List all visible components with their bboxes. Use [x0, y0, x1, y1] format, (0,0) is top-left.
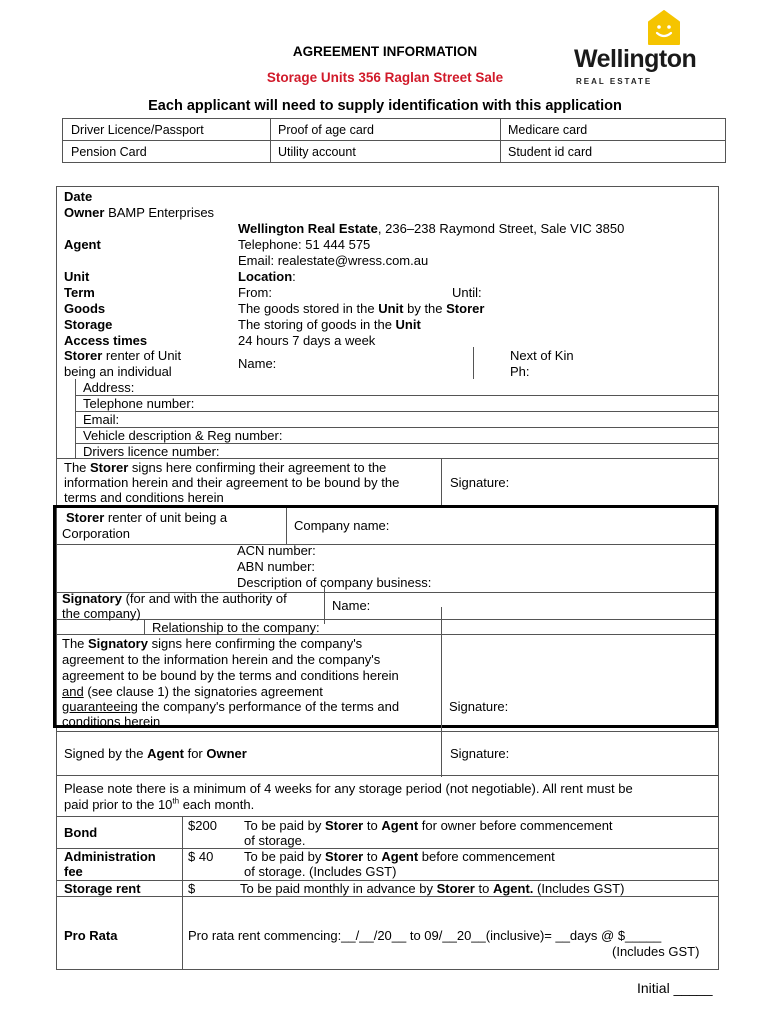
- bond-desc: to: [363, 818, 382, 833]
- agent-name: Wellington Real Estate: [238, 221, 378, 236]
- agent-signature-label: Signature:: [450, 746, 510, 761]
- id-cell: Pension Card: [71, 145, 147, 159]
- corporation-section: [53, 505, 718, 728]
- notice-text: paid prior to the 10: [64, 797, 173, 812]
- sig-signs-text: agreement to the information herein and the company's: [62, 652, 381, 667]
- rent-agent: Agent.: [492, 881, 534, 896]
- sig-signs-text: the company's performance of the terms and: [137, 699, 400, 714]
- sig-signs-text: The: [62, 636, 89, 651]
- storer-signs-text: information herein and their agreement to be bound by the: [64, 475, 400, 490]
- signatory-signature-label: Signature:: [449, 699, 509, 714]
- kin-phone-label: Ph:: [510, 364, 530, 379]
- sig-signs-text: conditions herein: [62, 714, 161, 729]
- admin-label: Administration: [64, 849, 156, 864]
- id-cell: Driver Licence/Passport: [71, 123, 204, 137]
- goods-unit: Unit: [378, 301, 404, 316]
- corp-storer-text: Corporation: [62, 526, 130, 541]
- bond-amount: $200: [188, 818, 217, 833]
- signed-by-owner: Owner: [206, 746, 247, 761]
- storer-signs-text: The: [64, 460, 91, 475]
- owner-value: BAMP Enterprises: [108, 205, 215, 220]
- id-cell: Student id card: [508, 145, 593, 159]
- signatory-text: (for and with the authority of: [121, 591, 287, 606]
- agent-label: Agent: [64, 237, 101, 252]
- initial-field[interactable]: Initial _____: [637, 980, 713, 996]
- admin-desc: to: [363, 849, 382, 864]
- agent-address: , 236–238 Raymond Street, Sale VIC 3850: [377, 221, 625, 236]
- bond-storer: Storer: [324, 818, 364, 833]
- relationship-label: Relationship to the company:: [152, 620, 320, 635]
- rent-storer: Storer: [436, 881, 475, 896]
- admin-desc: before commencement: [418, 849, 555, 864]
- bond-label: Bond: [64, 825, 98, 840]
- bond-agent: Agent: [381, 818, 419, 833]
- company-name-label: Company name:: [294, 518, 390, 533]
- unit-label: Unit: [64, 269, 90, 284]
- logo-wordmark: Wellington: [574, 45, 697, 73]
- sig-signs-underlined: and: [62, 684, 84, 699]
- corp-storer-bold: Storer: [66, 510, 105, 525]
- signed-by-agent: Agent: [147, 746, 184, 761]
- access-label: Access times: [64, 333, 148, 348]
- admin-storer: Storer: [324, 849, 364, 864]
- owner-label: Owner: [64, 205, 105, 220]
- sig-signs-underlined: guaranteeing: [62, 699, 138, 714]
- storer-individual-text: being an individual: [64, 364, 172, 379]
- until-label: Until:: [452, 285, 482, 300]
- id-heading: Each applicant will need to supply identification with this application: [148, 98, 622, 114]
- signatory-text: the company): [62, 606, 141, 621]
- notice-text: each month.: [179, 797, 255, 812]
- admin-agent: Agent: [381, 849, 419, 864]
- storage-unit: Unit: [395, 317, 421, 332]
- corp-storer-text: renter of unit being a: [104, 510, 228, 525]
- wellington-logo: [572, 10, 712, 85]
- rent-desc: to: [474, 881, 493, 896]
- abn-label: ABN number:: [237, 559, 316, 574]
- signed-by-text: Signed by the: [64, 746, 148, 761]
- vehicle-label: Vehicle description & Reg number:: [83, 428, 283, 443]
- rent-label: Storage rent: [64, 881, 141, 896]
- sig-signs-text: signs here confirming the company's: [147, 636, 363, 651]
- rent-desc: (Includes GST): [533, 881, 625, 896]
- admin-desc: of storage. (Includes GST): [244, 864, 397, 879]
- prorata-desc: Pro rata rent commencing:__/__/20__ to 09/__20__(inclusive)= __days @ $_____: [188, 928, 662, 943]
- prorata-label: Pro Rata: [64, 928, 118, 943]
- licence-label: Drivers licence number:: [83, 444, 220, 459]
- admin-label: fee: [64, 864, 83, 879]
- storage-label: Storage: [64, 317, 113, 332]
- sig-signs-text: (see clause 1) the signatories agreement: [83, 684, 323, 699]
- term-label: Term: [64, 285, 95, 300]
- bond-desc: of storage.: [244, 833, 306, 848]
- next-of-kin-label: Next of Kin: [510, 348, 574, 363]
- logo-tagline: REAL ESTATE: [576, 77, 653, 86]
- rent-desc: To be paid monthly in advance by: [240, 881, 437, 896]
- storer-signs-bold: Storer: [90, 460, 129, 475]
- from-label: From:: [238, 285, 272, 300]
- admin-desc: To be paid by: [244, 849, 325, 864]
- storer-signs-text: signs here confirming their agreement to the: [128, 460, 387, 475]
- document-title: AGREEMENT INFORMATION: [292, 44, 478, 59]
- storer-label: Storer: [64, 348, 103, 363]
- storer-signature-label: Signature:: [450, 475, 510, 490]
- goods-text: by the: [403, 301, 447, 316]
- goods-text: The goods stored in the: [238, 301, 379, 316]
- sig-signs-bold: Signatory: [88, 636, 148, 651]
- signatory-name-label: Name:: [332, 598, 371, 613]
- agent-phone: Telephone: 51 444 575: [238, 237, 371, 252]
- location-colon: :: [292, 269, 296, 284]
- email-label: Email:: [83, 412, 120, 427]
- id-cell: Proof of age card: [278, 123, 374, 137]
- prorata-gst: (Includes GST): [612, 944, 700, 959]
- sig-signs-text: agreement to be bound by the terms and conditions herein: [62, 668, 399, 683]
- date-label: Date: [64, 189, 93, 204]
- goods-storer: Storer: [446, 301, 485, 316]
- access-value: 24 hours 7 days a week: [238, 333, 376, 348]
- storer-name-label: Name:: [238, 356, 277, 371]
- notice-sup: th: [172, 796, 180, 806]
- id-cell: Medicare card: [508, 123, 588, 137]
- admin-amount: $ 40: [188, 849, 214, 864]
- telephone-label: Telephone number:: [83, 396, 195, 411]
- id-table: [62, 118, 726, 163]
- acn-label: ACN number:: [237, 543, 316, 558]
- address-label: Address:: [83, 380, 135, 395]
- bond-desc: To be paid by: [244, 818, 325, 833]
- agent-email: Email: realestate@wress.com.au: [238, 253, 429, 268]
- signed-by-text: for: [183, 746, 207, 761]
- storage-text: The storing of goods in the: [238, 317, 396, 332]
- document-subtitle: Storage Units 356 Raglan Street Sale: [266, 70, 504, 85]
- company-desc-label: Description of company business:: [237, 575, 432, 590]
- bond-desc: for owner before commencement: [418, 818, 613, 833]
- id-cell: Utility account: [278, 145, 356, 159]
- fees-section: [56, 776, 719, 970]
- storer-individual-text: renter of Unit: [102, 348, 182, 363]
- signatory-bold: Signatory: [62, 591, 122, 606]
- notice-text: Please note there is a minimum of 4 weeks for any storage period (not negotiable). All rent must be: [64, 781, 633, 796]
- house-icon: [647, 10, 681, 46]
- storer-signs-text: terms and conditions herein: [64, 490, 224, 505]
- rent-amount: $: [188, 881, 196, 896]
- location-label: Location: [238, 269, 293, 284]
- goods-label: Goods: [64, 301, 106, 316]
